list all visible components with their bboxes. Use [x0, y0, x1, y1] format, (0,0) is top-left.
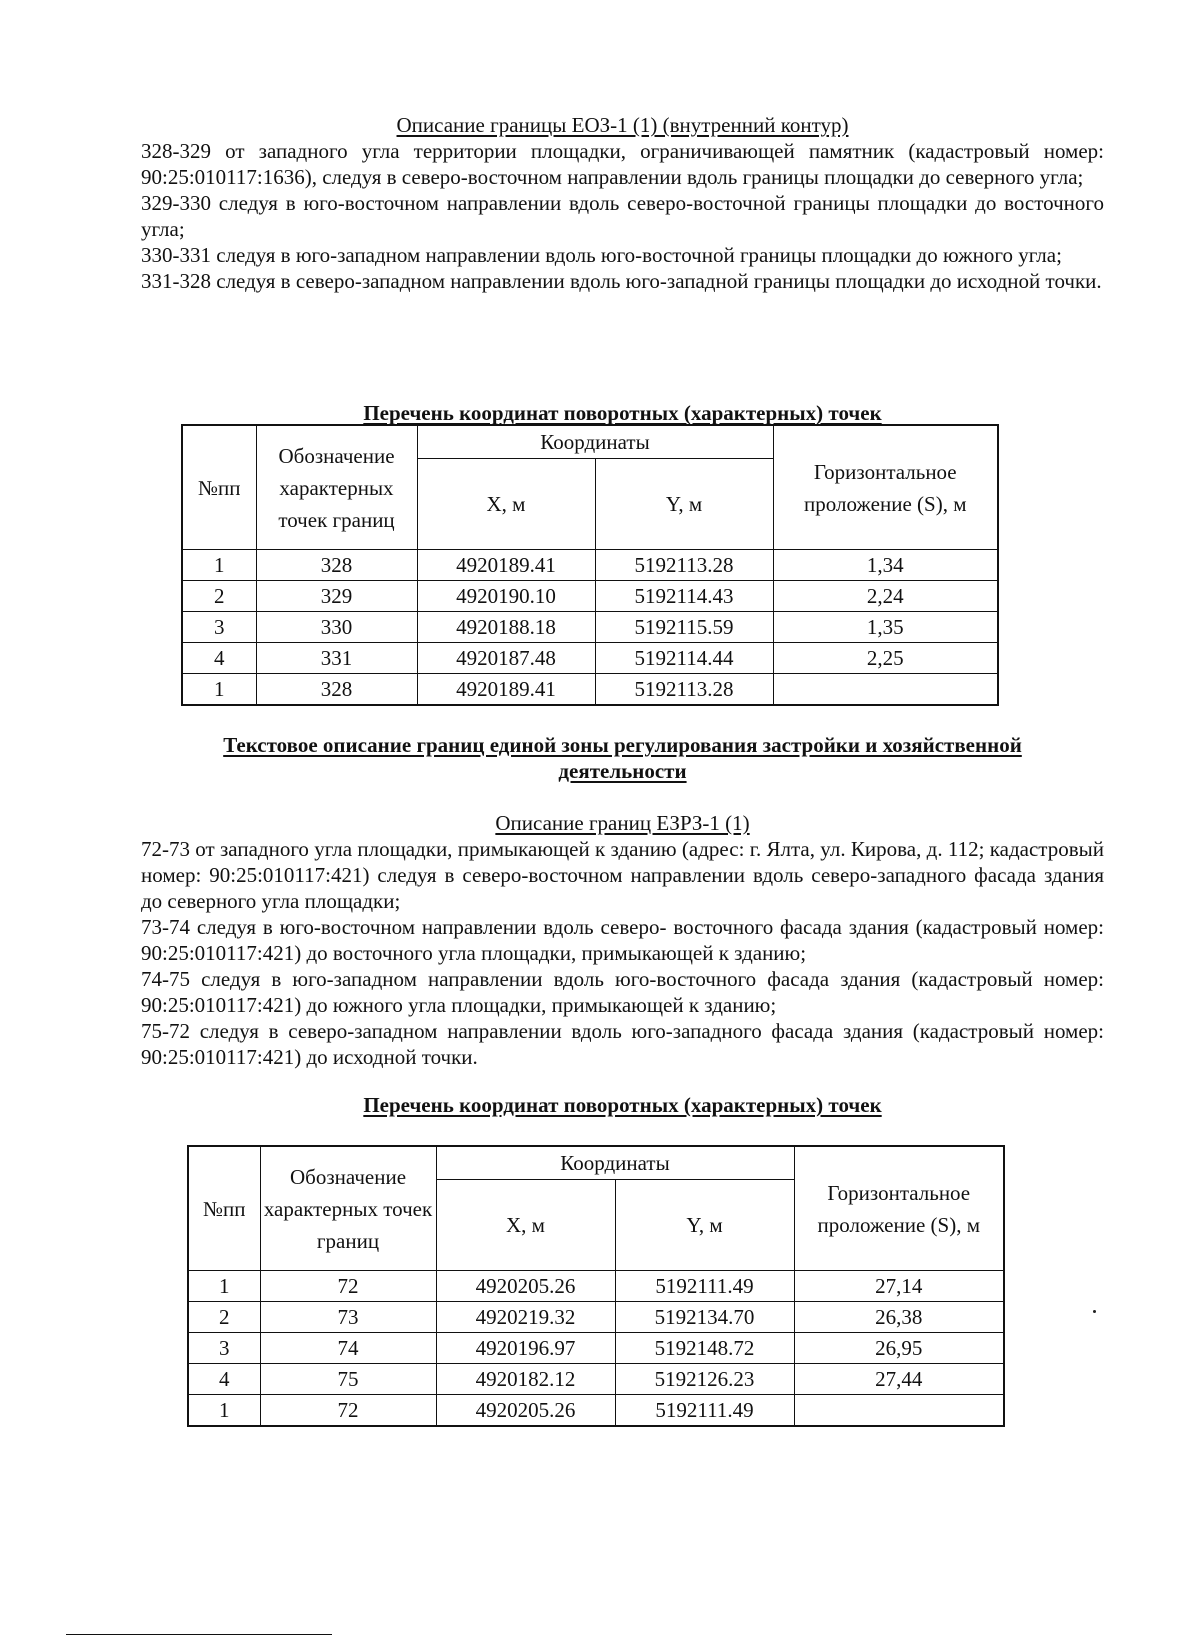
boundary-paragraph: 331-328 следуя в северо-западном направлении вдоль юго-западной границы площадки до исходной точки.: [141, 269, 1102, 293]
section2-heading-text: Описание границ ЕЗРЗ-1 (1): [495, 811, 750, 835]
table-row: [182, 674, 998, 706]
header-y: Y, м: [615, 1180, 794, 1271]
cell-point: 75: [260, 1364, 436, 1395]
section1-table-title-text: Перечень координат поворотных (характерных) точек: [363, 401, 882, 425]
table-row: [182, 550, 998, 581]
cell-point: 328: [256, 550, 417, 581]
cell-y: 5192148.72: [615, 1333, 794, 1364]
section1-table-title: [141, 400, 1104, 426]
boundary-paragraph: 74-75 следуя в юго-западном направлении вдоль юго-восточного фасада здания (кадастровый номер: 90:25:010117:421) до южного угла площадки, примыкающей к зданию;: [141, 967, 1104, 1017]
cell-num: 1: [188, 1395, 260, 1427]
cell-num: 1: [182, 550, 256, 581]
cell-point: 74: [260, 1333, 436, 1364]
cell-y: 5192113.28: [595, 550, 773, 581]
boundary-paragraph: 75-72 следуя в северо-западном направлении вдоль юго-западного фасада здания (кадастровый номер: 90:25:010117:421) до исходной точки.: [141, 1019, 1104, 1069]
cell-point: 330: [256, 612, 417, 643]
header-num: №пп: [188, 1146, 260, 1271]
boundary-paragraph: 330-331 следуя в юго-западном направлении вдоль юго-восточной границы площадки до южного угла;: [141, 243, 1062, 267]
cell-x: 4920205.26: [436, 1271, 615, 1302]
section2-main-title-line1: Текстовое описание границ единой зоны регулирования застройки и хозяйственной: [223, 733, 1022, 757]
cell-s: 1,34: [773, 550, 998, 581]
boundary-paragraph: 73-74 следуя в юго-восточном направлении вдоль северо- восточного фасада здания (кадастровый номер: 90:25:010117:421) до восточного угла площадки, примыкающей к зданию;: [141, 915, 1104, 965]
cell-y: 5192115.59: [595, 612, 773, 643]
table-row: [182, 612, 998, 643]
table-row: [188, 1364, 1004, 1395]
table-row: [182, 581, 998, 612]
cell-num: 3: [188, 1333, 260, 1364]
cell-num: 3: [182, 612, 256, 643]
header-num: №пп: [182, 425, 256, 550]
cell-num: 4: [182, 643, 256, 674]
cell-x: 4920196.97: [436, 1333, 615, 1364]
cell-s: 27,14: [794, 1271, 1004, 1302]
cell-point: 72: [260, 1395, 436, 1427]
header-y: Y, м: [595, 459, 773, 550]
table-row: [182, 643, 998, 674]
cell-point: 72: [260, 1271, 436, 1302]
cell-y: 5192111.49: [615, 1271, 794, 1302]
coordinates-table-2: [187, 1145, 1005, 1427]
table-row: [188, 1302, 1004, 1333]
header-distance: Горизонтальное проложение (S), м: [773, 425, 998, 550]
cell-point: 328: [256, 674, 417, 706]
cell-num: 1: [188, 1271, 260, 1302]
section2-main-title-line2: деятельности: [558, 759, 687, 783]
section2-heading: [141, 810, 1104, 836]
cell-x: 4920189.41: [417, 550, 595, 581]
section2-description: [141, 836, 1104, 1070]
cell-s: 2,24: [773, 581, 998, 612]
table-row: [188, 1271, 1004, 1302]
cell-x: 4920219.32: [436, 1302, 615, 1333]
coordinates-table-1: [181, 424, 999, 706]
cell-y: 5192126.23: [615, 1364, 794, 1395]
cell-num: 2: [188, 1302, 260, 1333]
cell-point: 329: [256, 581, 417, 612]
cell-s: 26,95: [794, 1333, 1004, 1364]
header-x: X, м: [436, 1180, 615, 1271]
boundary-paragraph: 328-329 от западного угла территории площадки, ограничивающей памятник (кадастровый номер: 90:25:010117:1636), следуя в северо-восточном направлении вдоль границы площадки до северного угла;: [141, 139, 1104, 189]
boundary-paragraph: 329-330 следуя в юго-восточном направлении вдоль северо-восточной границы площадки до восточного угла;: [141, 191, 1104, 241]
cell-y: 5192114.44: [595, 643, 773, 674]
section2-main-title: [141, 732, 1104, 784]
footnote-separator-line: [66, 1634, 332, 1635]
table-row: [188, 1395, 1004, 1427]
cell-s: 27,44: [794, 1364, 1004, 1395]
boundary-paragraph: 72-73 от западного угла площадки, примыкающей к зданию (адрес: г. Ялта, ул. Кирова, д. 112; кадастровый номер: 90:25:010117:421) следуя в северо-восточном направлении вдоль северо-западного фасада здания до северного угла площадки;: [141, 837, 1104, 913]
scan-speck: [1093, 1310, 1096, 1313]
cell-s: 1,35: [773, 612, 998, 643]
section2-table-title-text: Перечень координат поворотных (характерных) точек: [363, 1093, 882, 1117]
cell-num: 2: [182, 581, 256, 612]
cell-y: 5192111.49: [615, 1395, 794, 1427]
header-designation: Обозначение характерных точек границ: [256, 425, 417, 550]
cell-x: 4920188.18: [417, 612, 595, 643]
cell-s: [773, 674, 998, 706]
header-coordinates: Координаты: [436, 1146, 794, 1180]
cell-s: 26,38: [794, 1302, 1004, 1333]
cell-s: [794, 1395, 1004, 1427]
header-distance: Горизонтальное проложение (S), м: [794, 1146, 1004, 1271]
cell-y: 5192114.43: [595, 581, 773, 612]
cell-point: 331: [256, 643, 417, 674]
cell-x: 4920205.26: [436, 1395, 615, 1427]
section1-description: [141, 138, 1104, 294]
header-coordinates: Координаты: [417, 425, 773, 459]
cell-num: 1: [182, 674, 256, 706]
cell-num: 4: [188, 1364, 260, 1395]
table-row: [188, 1333, 1004, 1364]
section2-table-title: [141, 1092, 1104, 1118]
section1-heading-text: Описание границы ЕОЗ-1 (1) (внутренний контур): [396, 113, 849, 137]
header-designation: Обозначение характерных точек границ: [260, 1146, 436, 1271]
cell-y: 5192113.28: [595, 674, 773, 706]
header-x: X, м: [417, 459, 595, 550]
cell-x: 4920187.48: [417, 643, 595, 674]
section1-heading: [141, 112, 1104, 138]
cell-x: 4920182.12: [436, 1364, 615, 1395]
cell-x: 4920189.41: [417, 674, 595, 706]
cell-s: 2,25: [773, 643, 998, 674]
cell-y: 5192134.70: [615, 1302, 794, 1333]
cell-x: 4920190.10: [417, 581, 595, 612]
cell-point: 73: [260, 1302, 436, 1333]
